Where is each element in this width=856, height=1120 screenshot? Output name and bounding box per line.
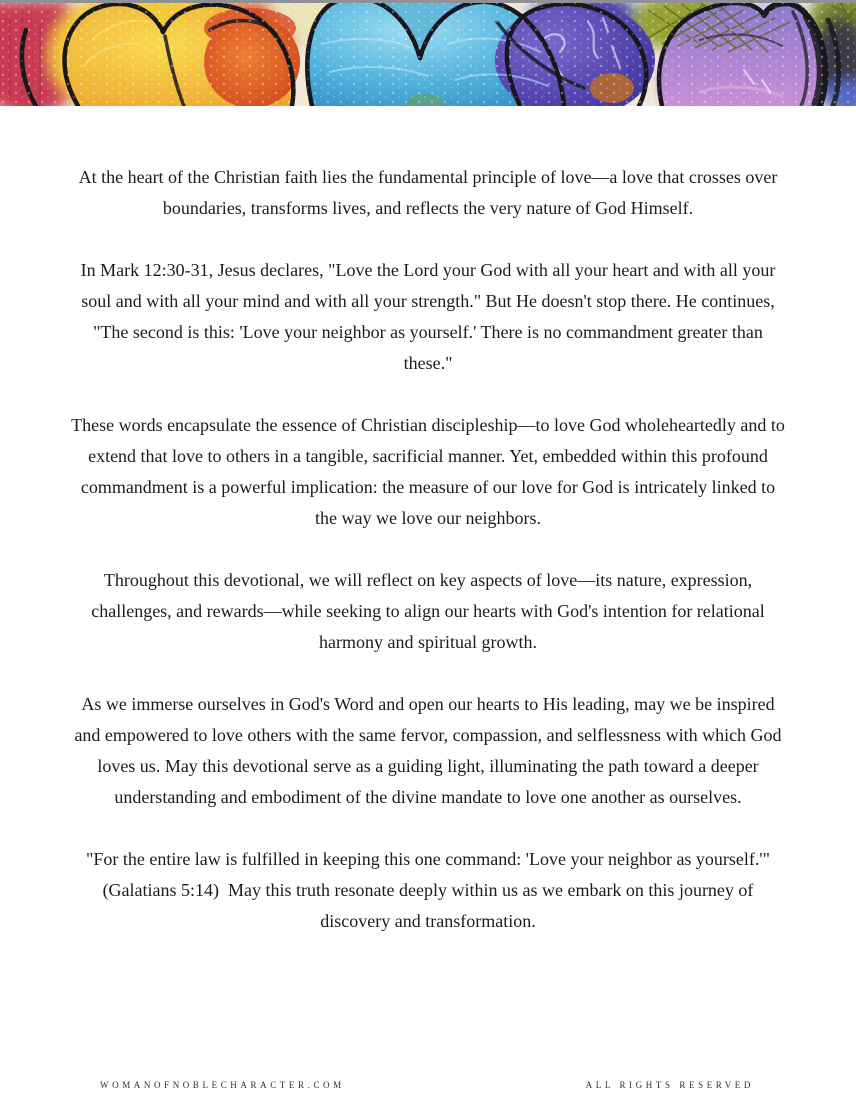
paragraph-galatians: "For the entire law is fulfilled in keeping this one command: 'Love your neighbor as yourself.'" (Galatians 5:14) May this truth resonate deeply within us as we embark on this journey of discovery and transformation. xyxy=(85,849,775,931)
footer-website-url: WOMANOFNOBLECHARACTER.COM xyxy=(100,1080,345,1090)
footer-rights-text: ALL RIGHTS RESERVED xyxy=(585,1080,754,1090)
hearts-banner-artwork xyxy=(0,0,856,106)
paragraph-intro-love: At the heart of the Christian faith lies the fundamental principle of love—a love that crosses over boundaries, transforms lives, and reflects the very nature of God Himself. xyxy=(78,167,782,218)
paragraph-immerse: As we immerse ourselves in God's Word and open our hearts to His leading, may we be inspired and empowered to love others with the same fervor, compassion, and selflessness with which God loves us. May this devotional serve as a guiding light, illuminating the path toward a deeper understanding and embodiment of the divine mandate to love one another as ourselves. xyxy=(74,694,787,807)
paragraph-mark-12: In Mark 12:30-31, Jesus declares, "Love the Lord your God with all your heart and with all your soul and with all your mind and with all your strength." But He doesn't stop there. He continues, "The second is this: 'Love your neighbor as yourself.' There is no commandment greater than these." xyxy=(80,260,780,373)
paragraph-discipleship: These words encapsulate the essence of Christian discipleship—to love God wholeheartedly and to extend that love to others in a tangible, sacrificial manner. Yet, embedded within this profound commandment is a powerful implication: the measure of our love for God is intricately linked to the way we love our neighbors. xyxy=(71,415,790,528)
devotional-body-text xyxy=(68,162,788,937)
hearts-banner-image xyxy=(0,0,856,106)
page-footer xyxy=(100,1081,754,1090)
paragraph-devotional-overview: Throughout this devotional, we will reflect on key aspects of love—its nature, expression, challenges, and rewards—while seeking to align our hearts with God's intention for relational harmony and spiritual growth. xyxy=(91,570,770,652)
